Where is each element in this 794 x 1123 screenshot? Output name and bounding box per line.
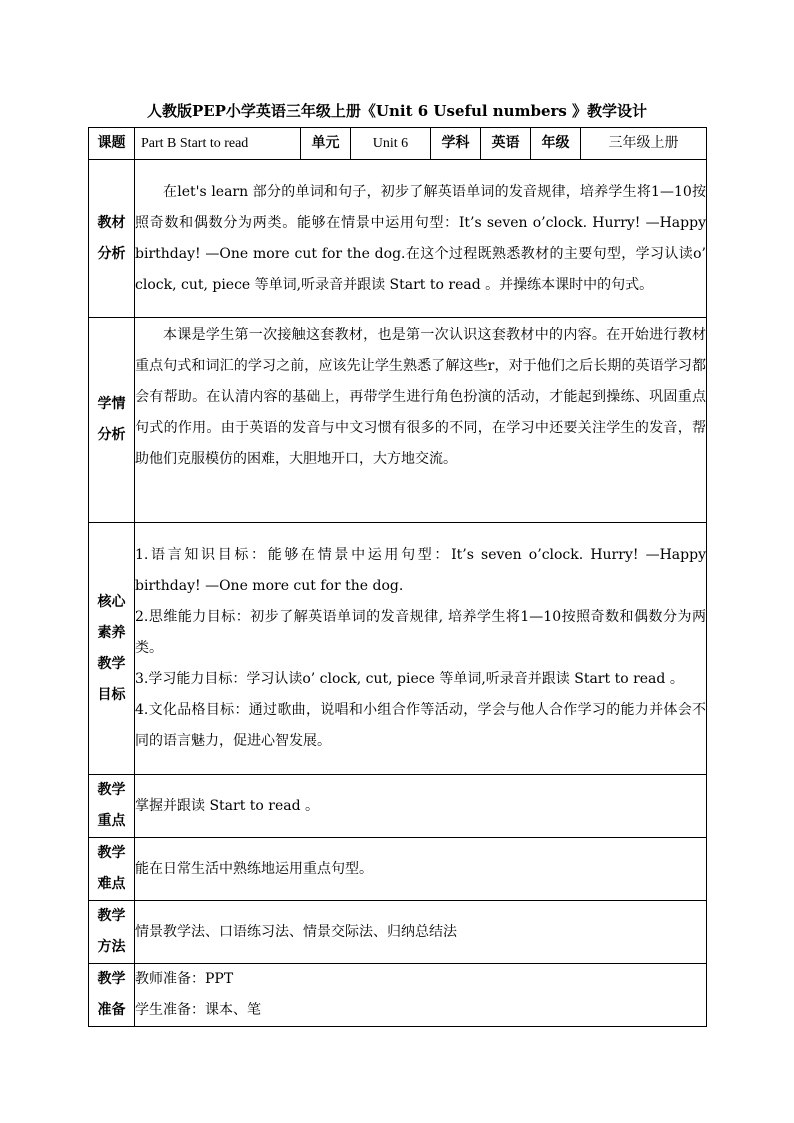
label-line: 难点 [97, 876, 126, 892]
goal-item-3: 3.学习能力目标：学习认读o’ clock, cut, piece 等单词,听录音并跟读 Start to read 。 [135, 671, 684, 687]
label-line: 核心 [97, 593, 126, 610]
grade-value: 三年级上册 [581, 128, 707, 160]
core-goals-label [89, 523, 135, 775]
preparation-row [89, 964, 707, 1027]
student-analysis-text: 本课是学生第一次接触这套教材，也是第一次认识这套教材中的内容。在开始进行教材重点句式和词汇的学习之前，应该先让学生熟悉了解这些r，对于他们之后长期的英语学习都会有帮助。在认清内容的基础上，再带学生进行角色扮演的活动，才能起到操练、巩固重点句式的作用。由于英语的发音与中文习惯有很多的不同，在学习中还要关注学生的发音，帮助他们克服模仿的困难，大胆地开口，大方地交流。 [135, 327, 706, 467]
subject-label: 学科 [431, 128, 481, 160]
unit-label: 单元 [301, 128, 351, 160]
core-goals-row [89, 523, 707, 775]
label-line: 教学 [97, 908, 126, 924]
goal-item-1: 1.语言知识目标：能够在情景中运用句型：It’s seven o’clock. Hurry! —Happy birthday! —One more cut for the dog. [135, 547, 706, 594]
material-analysis-label [89, 160, 135, 318]
student-analysis-cell [135, 318, 707, 523]
lesson-plan-table [88, 127, 707, 1027]
label-line: 重点 [97, 813, 126, 829]
label-line: 分析 [97, 245, 126, 262]
header-row [89, 128, 707, 160]
subject-value: 英语 [481, 128, 531, 160]
core-goals-cell [135, 523, 707, 775]
label-line: 方法 [97, 939, 126, 955]
label-line: 目标 [97, 686, 126, 703]
preparation-label [89, 964, 135, 1027]
label-line: 分析 [97, 427, 126, 443]
unit-value: Unit 6 [351, 128, 431, 160]
material-analysis-text: 在let's learn 部分的单词和句子，初步了解英语单词的发音规律，培养学生将1—10按照奇数和偶数分为两类。能够在情景中运用句型：It’s seven o’clock. Hurry! —Happy birthday! —One more cut for the dog.在这个过程既熟悉教材的主要句型，学习认读o’ clock, cut, piece 等单词,听录音并跟读 Start to read 。并操练本课时中的句式。 [135, 183, 706, 293]
topic-label: 课题 [89, 128, 135, 160]
student-analysis-row [89, 318, 707, 523]
material-analysis-row [89, 160, 707, 318]
difficulties-label [89, 838, 135, 901]
label-line: 学情 [97, 396, 126, 412]
label-line: 教学 [97, 782, 126, 798]
difficulties-text: 能在日常生活中熟练地运用重点句型。 [135, 838, 707, 901]
difficulties-row [89, 838, 707, 901]
methods-label [89, 901, 135, 964]
label-line: 教学 [97, 971, 126, 987]
label-line: 教材 [97, 214, 126, 231]
grade-label: 年级 [531, 128, 581, 160]
key-points-row [89, 775, 707, 838]
teacher-preparation: 教师准备：PPT [135, 971, 234, 987]
methods-row [89, 901, 707, 964]
key-points-text: 掌握并跟读 Start to read 。 [135, 775, 707, 838]
material-analysis-cell [135, 160, 707, 318]
label-line: 教学 [97, 655, 126, 672]
goal-item-4: 4.文化品格目标：通过歌曲，说唱和小组合作等活动，学会与他人合作学习的能力并体会不同的语言魅力，促进心智发展。 [135, 702, 706, 749]
topic-value: Part B Start to read [135, 128, 301, 160]
methods-text: 情景教学法、口语练习法、情景交际法、归纳总结法 [135, 901, 707, 964]
key-points-label [89, 775, 135, 838]
goal-item-2: 2.思维能力目标：初步了解英语单词的发音规律, 培养学生将1—10按照奇数和偶数分为两类。 [135, 609, 706, 656]
preparation-cell [135, 964, 707, 1027]
document-title: 人教版PEP小学英语三年级上册《Unit 6 Useful numbers 》教学设计 [146, 102, 648, 120]
student-analysis-label [89, 318, 135, 523]
student-preparation: 学生准备：课本、笔 [135, 1002, 261, 1018]
label-line: 素养 [97, 624, 126, 641]
label-line: 教学 [97, 845, 126, 861]
label-line: 准备 [97, 1002, 126, 1018]
